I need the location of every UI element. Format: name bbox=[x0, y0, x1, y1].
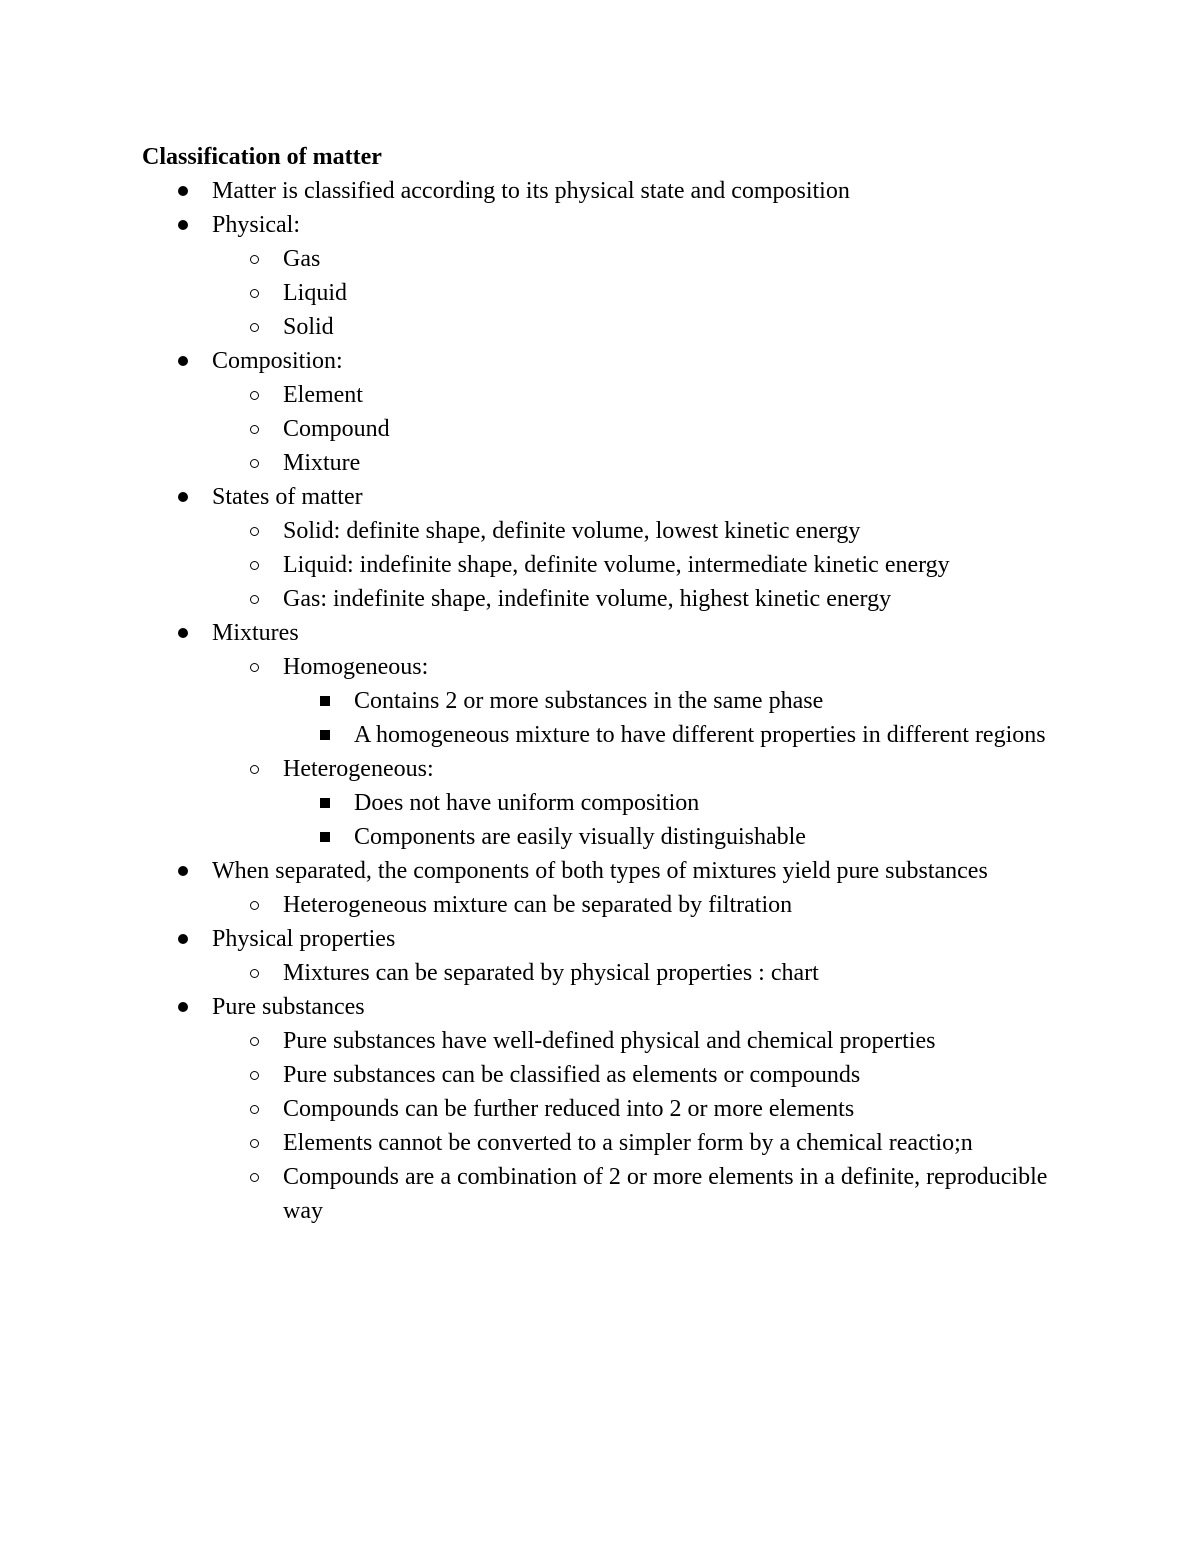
list-item-text: Solid: definite shape, definite volume, lowest kinetic energy bbox=[283, 518, 861, 544]
outline-list bbox=[142, 174, 1062, 1228]
bullet-circle-icon bbox=[244, 310, 264, 344]
list-item-text: Components are easily visually distinguishable bbox=[354, 824, 806, 850]
list-item bbox=[142, 786, 1062, 820]
list-item bbox=[142, 174, 1062, 208]
list-item bbox=[142, 684, 1062, 718]
list-item-text: Mixtures can be separated by physical properties : chart bbox=[283, 960, 819, 986]
sublist bbox=[142, 684, 1062, 752]
sublist bbox=[142, 1024, 1062, 1228]
list-item-text: Pure substances have well-defined physical and chemical properties bbox=[283, 1028, 936, 1054]
bullet-circle-icon bbox=[244, 412, 264, 446]
list-item bbox=[142, 378, 1062, 412]
sublist bbox=[142, 378, 1062, 480]
list-item-text: Mixtures bbox=[212, 620, 299, 646]
bullet-circle-icon bbox=[244, 888, 264, 922]
bullet-disc-icon bbox=[173, 208, 193, 242]
list-item-text: Elements cannot be converted to a simpler form by a chemical reactio;n bbox=[283, 1130, 973, 1156]
list-item bbox=[142, 718, 1062, 752]
list-item-text: Pure substances can be classified as elements or compounds bbox=[283, 1062, 861, 1088]
document-content bbox=[142, 140, 1062, 1228]
bullet-disc-icon bbox=[173, 616, 193, 650]
list-item-text: Liquid: indefinite shape, definite volume, intermediate kinetic energy bbox=[283, 552, 950, 578]
list-item bbox=[142, 242, 1062, 276]
bullet-disc-icon bbox=[173, 922, 193, 956]
list-item-text: Mixture bbox=[283, 450, 361, 476]
list-item bbox=[142, 956, 1062, 990]
bullet-square-icon bbox=[315, 718, 335, 752]
bullet-circle-icon bbox=[244, 1126, 264, 1160]
document-title: Classification of matter bbox=[142, 144, 382, 170]
list-item-text: Gas: indefinite shape, indefinite volume, highest kinetic energy bbox=[283, 586, 892, 612]
list-item-text: Element bbox=[283, 382, 363, 408]
list-item-text: States of matter bbox=[212, 484, 363, 510]
list-item bbox=[142, 854, 1062, 888]
list-item bbox=[142, 548, 1062, 582]
list-item-text: Liquid bbox=[283, 280, 347, 306]
sublist bbox=[142, 888, 1062, 922]
list-item-text: Pure substances bbox=[212, 994, 365, 1020]
list-item-text: Compounds are a combination of 2 or more elements in a definite, reproducible way bbox=[283, 1164, 1048, 1224]
list-item-text: Compound bbox=[283, 416, 390, 442]
list-item-text: A homogeneous mixture to have different properties in different regions bbox=[354, 722, 1046, 748]
sublist bbox=[142, 514, 1062, 616]
list-item bbox=[142, 1160, 1062, 1228]
list-item bbox=[142, 888, 1062, 922]
list-item bbox=[142, 1024, 1062, 1058]
list-item-text: Contains 2 or more substances in the same phase bbox=[354, 688, 824, 714]
list-item-text: Heterogeneous: bbox=[283, 756, 434, 782]
bullet-circle-icon bbox=[244, 650, 264, 684]
list-item bbox=[142, 1092, 1062, 1126]
sublist bbox=[142, 242, 1062, 344]
bullet-circle-icon bbox=[244, 242, 264, 276]
bullet-circle-icon bbox=[244, 582, 264, 616]
list-item bbox=[142, 1058, 1062, 1092]
list-item bbox=[142, 752, 1062, 786]
bullet-disc-icon bbox=[173, 480, 193, 514]
bullet-circle-icon bbox=[244, 1024, 264, 1058]
list-item bbox=[142, 310, 1062, 344]
list-item-text: Homogeneous: bbox=[283, 654, 429, 680]
list-item bbox=[142, 514, 1062, 548]
list-item bbox=[142, 344, 1062, 378]
list-item-text: Does not have uniform composition bbox=[354, 790, 700, 816]
bullet-disc-icon bbox=[173, 344, 193, 378]
bullet-circle-icon bbox=[244, 956, 264, 990]
list-item-text: Matter is classified according to its physical state and composition bbox=[212, 178, 850, 204]
sublist bbox=[142, 786, 1062, 854]
list-item bbox=[142, 412, 1062, 446]
sublist bbox=[142, 650, 1062, 854]
list-item-text: Compounds can be further reduced into 2 or more elements bbox=[283, 1096, 855, 1122]
bullet-circle-icon bbox=[244, 548, 264, 582]
bullet-circle-icon bbox=[244, 1092, 264, 1126]
bullet-circle-icon bbox=[244, 752, 264, 786]
bullet-square-icon bbox=[315, 786, 335, 820]
list-item bbox=[142, 208, 1062, 242]
list-item-text: Composition: bbox=[212, 348, 343, 374]
bullet-circle-icon bbox=[244, 1058, 264, 1092]
list-item bbox=[142, 922, 1062, 956]
bullet-disc-icon bbox=[173, 990, 193, 1024]
list-item bbox=[142, 616, 1062, 650]
bullet-circle-icon bbox=[244, 276, 264, 310]
bullet-disc-icon bbox=[173, 854, 193, 888]
list-item-text: Physical: bbox=[212, 212, 300, 238]
bullet-circle-icon bbox=[244, 1160, 264, 1194]
sublist bbox=[142, 956, 1062, 990]
bullet-disc-icon bbox=[173, 174, 193, 208]
list-item bbox=[142, 650, 1062, 684]
list-item bbox=[142, 990, 1062, 1024]
list-item-text: Solid bbox=[283, 314, 334, 340]
list-item bbox=[142, 820, 1062, 854]
bullet-square-icon bbox=[315, 820, 335, 854]
list-item bbox=[142, 446, 1062, 480]
list-item bbox=[142, 1126, 1062, 1160]
list-item bbox=[142, 480, 1062, 514]
bullet-circle-icon bbox=[244, 514, 264, 548]
list-item bbox=[142, 276, 1062, 310]
list-item-text: When separated, the components of both types of mixtures yield pure substances bbox=[212, 858, 988, 884]
list-item-text: Heterogeneous mixture can be separated by filtration bbox=[283, 892, 793, 918]
list-item-text: Gas bbox=[283, 246, 321, 272]
list-item-text: Physical properties bbox=[212, 926, 396, 952]
bullet-circle-icon bbox=[244, 378, 264, 412]
bullet-circle-icon bbox=[244, 446, 264, 480]
bullet-square-icon bbox=[315, 684, 335, 718]
list-item bbox=[142, 582, 1062, 616]
